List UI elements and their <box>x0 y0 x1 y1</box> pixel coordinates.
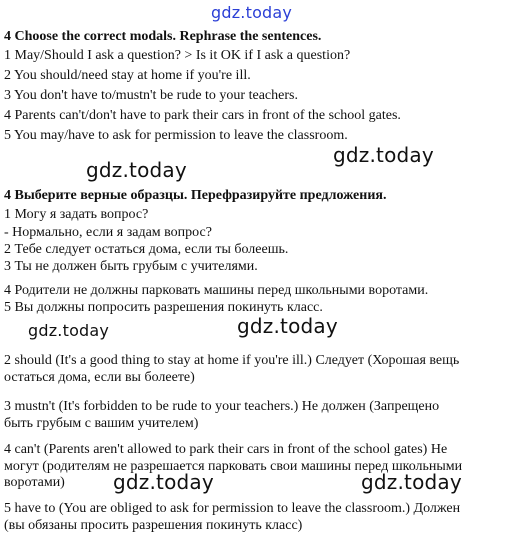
english-item-5: 5 You may/have to ask for permission to leave the classroom. <box>4 128 348 143</box>
answer-3-line-1: 3 mustn't (It's forbidden to be rude to your teachers.) Не должен (Запрещено <box>4 399 440 414</box>
russian-item-4: 4 Родители не должны парковать машины перед школьными воротами. <box>4 283 429 298</box>
answer-3-line-2: быть грубым с вашим учителем) <box>4 416 199 431</box>
watermark-left-1: gdz.today <box>86 158 187 182</box>
answer-4-line-2: могут (родителям не разрешается парковать свои машины перед школьными <box>4 459 463 474</box>
russian-item-5: 5 Вы должны попросить разрешения покинуть класс. <box>4 300 323 315</box>
watermark-left-2: gdz.today <box>28 321 110 340</box>
russian-item-1: 1 Могу я задать вопрос? <box>4 207 149 222</box>
english-item-3: 3 You don't have to/mustn't be rude to your teachers. <box>4 88 298 103</box>
answer-5-line-2: (вы обязаны просить разрешения покинуть класс) <box>4 518 303 533</box>
watermark-left-3: gdz.today <box>113 470 214 494</box>
russian-item-3: 3 Ты не должен быть грубым с учителями. <box>4 259 258 274</box>
answer-4-line-3: воротами) <box>4 475 65 490</box>
english-item-2: 2 You should/need stay at home if you're ill. <box>4 68 251 83</box>
watermark-right-3: gdz.today <box>361 470 462 494</box>
watermark-center-2: gdz.today <box>237 314 338 338</box>
english-item-4: 4 Parents can't/don't have to park their cars in front of the school gates. <box>4 108 401 123</box>
russian-item-1-rephrase: - Нормально, если я задам вопрос? <box>4 225 212 240</box>
russian-item-2: 2 Тебе следует остаться дома, если ты болеешь. <box>4 242 289 257</box>
russian-heading: 4 Выберите верные образцы. Перефразируйте предложения. <box>4 188 387 203</box>
watermark-right-1: gdz.today <box>333 143 434 167</box>
watermark-top: gdz.today <box>211 3 293 22</box>
answer-2-line-2: остаться дома, если вы болеете) <box>4 370 195 385</box>
answer-2-line-1: 2 should (It's a good thing to stay at home if you're ill.) Следует (Хорошая вещь <box>4 353 460 368</box>
answer-4-line-1: 4 can't (Parents aren't allowed to park their cars in front of the school gates) Не <box>4 442 448 457</box>
answer-5-line-1: 5 have to (You are obliged to ask for permission to leave the classroom.) Должен <box>4 501 461 516</box>
english-item-1: 1 May/Should I ask a question? > Is it OK if I ask a question? <box>4 48 351 63</box>
english-heading: 4 Choose the correct modals. Rephrase the sentences. <box>4 29 322 44</box>
